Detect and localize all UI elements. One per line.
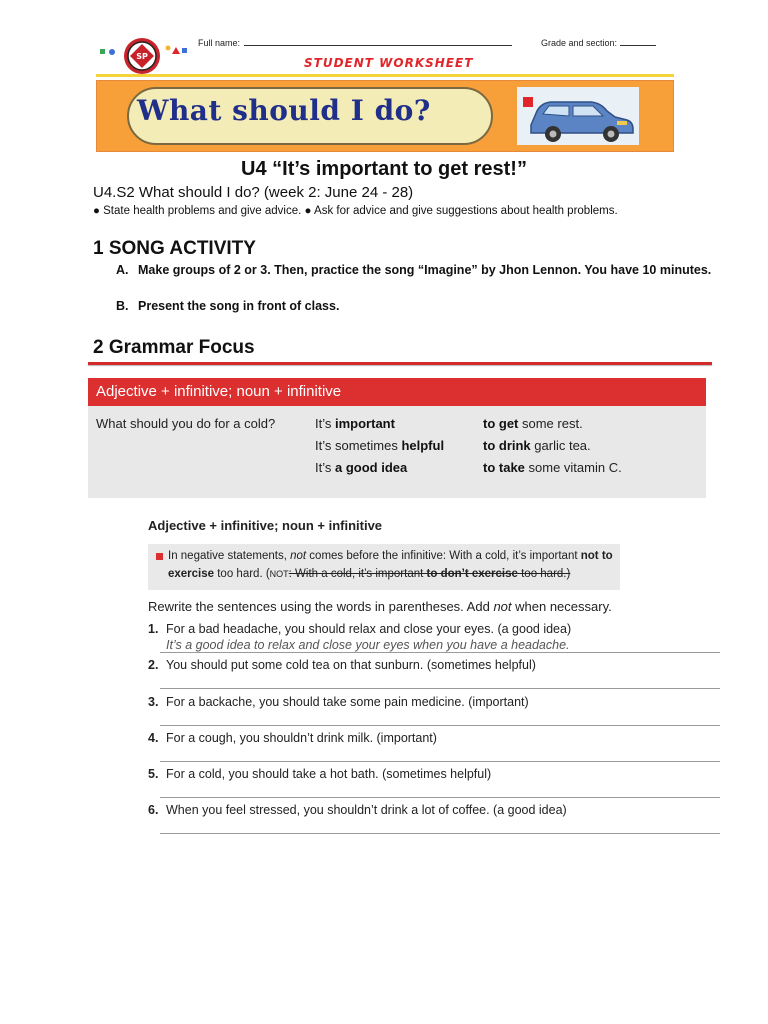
grammar-row <box>315 460 407 475</box>
instruction-letter: B. <box>116 299 129 313</box>
grade-section-field[interactable] <box>541 37 656 48</box>
exercise-item-number: 1. <box>148 622 159 636</box>
grammar-adjective: important <box>335 416 395 431</box>
grammar-pre: It’s <box>315 460 335 475</box>
instruction-text: Present the song in front of class. <box>138 299 340 313</box>
exercise-item-number: 5. <box>148 767 159 781</box>
answer-line[interactable] <box>160 761 720 762</box>
answer-line[interactable] <box>160 797 720 798</box>
grammar-infinitive-row <box>483 460 622 475</box>
song-activity-heading: 1 SONG ACTIVITY <box>93 238 256 259</box>
car-icon <box>517 87 639 145</box>
instruction-letter: A. <box>116 263 129 277</box>
grammar-row <box>315 438 444 453</box>
answer-line[interactable] <box>160 652 720 653</box>
grammar-question: What should you do for a cold? <box>96 416 276 431</box>
grade-section-blank[interactable] <box>620 37 656 46</box>
answer-line[interactable] <box>160 688 720 689</box>
exercise-item-text: For a cough, you shouldn’t drink milk. (important) <box>166 731 437 745</box>
exercise-item-number: 6. <box>148 803 159 817</box>
instruction-b <box>116 298 716 316</box>
grammar-rest: garlic tea. <box>530 438 591 453</box>
exercise-item-text: For a cold, you should take a hot bath. (sometimes helpful) <box>166 767 492 781</box>
exercise-item-text: For a bad headache, you should relax and close your eyes. (a good idea) <box>166 622 572 636</box>
answer-line[interactable] <box>160 833 720 834</box>
exercise-item-text: For a backache, you should take some pain medicine. (important) <box>166 695 529 709</box>
exercise-item-number: 3. <box>148 695 159 709</box>
exercise-title: Adjective + infinitive; noun + infinitive <box>148 518 383 533</box>
grammar-infinitive-row <box>483 416 583 431</box>
full-name-blank[interactable] <box>244 37 512 46</box>
exercise-item-number: 4. <box>148 731 159 745</box>
grammar-infinitive: to take <box>483 460 525 475</box>
school-logo <box>96 36 206 76</box>
grammar-table-header: Adjective + infinitive; noun + infinitive <box>88 378 706 406</box>
grammar-note-text: In negative statements, not comes before the infinitive: With a cold, it’s important not to exercise too hard. (NOT: With a cold, it’s important to don’t exercise too hard.) <box>168 550 613 580</box>
full-name-field[interactable] <box>198 37 512 48</box>
grammar-focus-heading: 2 Grammar Focus <box>93 337 255 358</box>
grammar-adjective: helpful <box>401 438 445 453</box>
grammar-infinitive-row <box>483 438 591 453</box>
banner-image <box>517 87 639 145</box>
grammar-infinitive: to drink <box>483 438 531 453</box>
example-answer: It’s a good idea to relax and close your eyes when you have a headache. <box>166 638 570 652</box>
instruction-text: Make groups of 2 or 3. Then, practice the song “Imagine” by Jhon Lennon. You have 10 minutes. <box>138 263 712 277</box>
worksheet-title: STUDENT WORKSHEET <box>304 56 474 70</box>
grammar-infinitive: to get <box>483 416 519 431</box>
header-divider <box>96 74 674 77</box>
grade-section-label: Grade and section: <box>541 38 618 48</box>
bullet-square-icon <box>156 553 163 560</box>
grammar-adjective: a good idea <box>335 460 408 475</box>
unit-title: U4 “It’s important to get rest!” <box>241 158 527 180</box>
grammar-rest: some vitamin C. <box>524 460 622 475</box>
grammar-rest: some rest. <box>518 416 583 431</box>
exercise-item-number: 2. <box>148 658 159 672</box>
answer-line[interactable] <box>160 725 720 726</box>
grammar-note <box>148 544 620 590</box>
exercise-instruction: Rewrite the sentences using the words in parentheses. Add not when necessary. <box>148 599 612 614</box>
section-divider <box>88 362 712 365</box>
banner-title: What should I do? <box>137 94 431 127</box>
instruction-a <box>116 262 716 296</box>
lesson-banner <box>96 80 674 152</box>
grammar-table <box>88 378 706 498</box>
full-name-label: Full name: <box>198 38 241 48</box>
exercise-item-text: You should put some cold tea on that sunburn. (sometimes helpful) <box>166 658 536 672</box>
grammar-pre: It’s sometimes <box>315 438 402 453</box>
exercise-item-text: When you feel stressed, you shouldn’t drink a lot of coffee. (a good idea) <box>166 803 567 817</box>
grammar-row <box>315 416 395 431</box>
unit-subtitle: U4.S2 What should I do? (week 2: June 24 - 28) <box>93 184 414 201</box>
lesson-objectives: ● State health problems and give advice. ● Ask for advice and give suggestions about health problems. <box>93 205 618 217</box>
grammar-pre: It’s <box>315 416 335 431</box>
svg-text:SP: SP <box>136 52 148 61</box>
exercise-block <box>130 510 720 842</box>
